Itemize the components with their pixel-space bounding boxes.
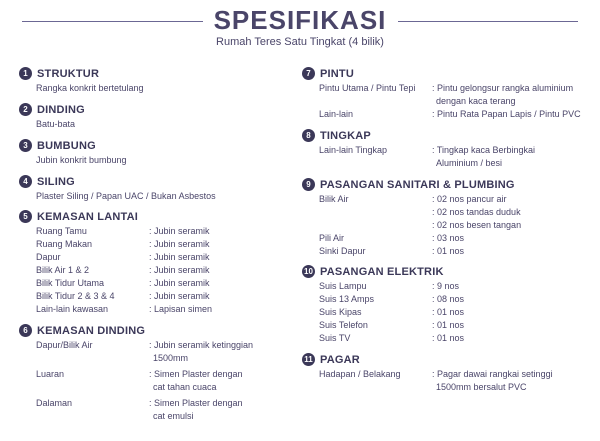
spec-row: [319, 319, 592, 332]
spec-value: : Jubin seramik: [149, 291, 210, 301]
section-bumbung: [19, 138, 289, 167]
section-title: DINDING: [37, 103, 85, 116]
spec-row: [319, 219, 592, 232]
section-description: Jubin konkrit bumbung: [36, 155, 127, 165]
spec-label: Ruang Makan: [36, 239, 93, 249]
section-title: KEMASAN DINDING: [37, 324, 146, 337]
spec-label: Suis Kipas: [319, 307, 362, 317]
section-dinding: [19, 102, 289, 131]
section-number-badge: 10: [302, 265, 315, 278]
spec-row: [319, 144, 592, 170]
spec-value: : Jubin seramik: [149, 265, 210, 275]
spec-label: Hadapan / Belakang: [319, 369, 401, 379]
spec-value: : 01 nos: [432, 307, 465, 317]
spec-label: Suis Telefon: [319, 320, 368, 330]
spec-label: Dapur: [36, 252, 61, 262]
spec-value: : Simen Plaster dengan: [149, 398, 243, 408]
spec-value: : Tingkap kaca Berbingkai: [432, 145, 536, 155]
spec-label: Pintu Utama / Pintu Tepi: [319, 83, 416, 93]
spec-value: : Simen Plaster dengan: [149, 369, 243, 379]
header: [0, 0, 600, 52]
spec-row: [319, 332, 592, 345]
spec-row: [319, 82, 592, 108]
spec-value: : 01 nos: [432, 320, 465, 330]
spec-value: : Jubin seramik: [149, 278, 210, 288]
spec-value: : Jubin seramik ketinggian: [149, 340, 254, 350]
spec-value: : 03 nos: [432, 233, 465, 243]
section-sanitari-plumbing: [302, 177, 592, 258]
spec-label: Suis TV: [319, 333, 351, 343]
spec-row: [36, 397, 289, 423]
section-title: KEMASAN LANTAI: [37, 210, 138, 223]
section-elektrik: [302, 264, 592, 345]
spec-value: : 01 nos: [432, 333, 465, 343]
section-number-badge: 4: [19, 175, 32, 188]
spec-label: Pili Air: [319, 233, 345, 243]
section-number-badge: 11: [302, 353, 315, 366]
spec-row: [319, 245, 592, 258]
spec-row: [36, 290, 289, 303]
spec-row: [319, 293, 592, 306]
spec-label: Bilik Tidur 2 & 3 & 4: [36, 291, 115, 301]
section-title: BUMBUNG: [37, 139, 96, 152]
section-title: PINTU: [320, 67, 354, 80]
spec-value: : Pintu Rata Papan Lapis / Pintu PVC: [432, 109, 581, 119]
spec-label: Suis Lampu: [319, 281, 367, 291]
spec-value: : Pagar dawai rangkai setinggi: [432, 369, 553, 379]
spec-value: : 02 nos tandas duduk: [432, 207, 521, 217]
section-number-badge: 8: [302, 129, 315, 142]
spec-label: Dalaman: [36, 398, 73, 408]
spec-row: [319, 280, 592, 293]
spec-label: Bilik Tidur Utama: [36, 278, 105, 288]
section-number-badge: 2: [19, 103, 32, 116]
section-description: Rangka konkrit bertetulang: [36, 83, 144, 93]
spec-label: Bilik Air 1 & 2: [36, 265, 90, 275]
section-title: STRUKTUR: [37, 67, 100, 80]
section-struktur: [19, 66, 289, 95]
spec-label: [319, 206, 432, 219]
spec-value: : 02 nos besen tangan: [432, 220, 522, 230]
spec-label: [319, 219, 432, 232]
spec-row: [36, 264, 289, 277]
section-title: TINGKAP: [320, 129, 371, 142]
spec-label: Lain-lain Tingkap: [319, 145, 388, 155]
section-siling: [19, 174, 289, 203]
spec-row: [319, 193, 592, 206]
spec-value: : 08 nos: [432, 294, 465, 304]
section-pintu: [302, 66, 592, 121]
section-tingkap: [302, 128, 592, 170]
spec-label: Suis 13 Amps: [319, 294, 375, 304]
page-title: SPESIFIKASI: [213, 5, 387, 35]
section-number-badge: 1: [19, 67, 32, 80]
section-number-badge: 9: [302, 178, 315, 191]
left-column: [19, 66, 289, 423]
spec-value: : Jubin seramik: [149, 239, 210, 249]
spec-label: Sinki Dapur: [319, 246, 366, 256]
spec-row: [36, 225, 289, 238]
spec-value: : 01 nos: [432, 246, 465, 256]
spec-row: [36, 368, 289, 394]
spec-value-cont: Aluminium / besi: [436, 158, 503, 168]
section-kemasan-dinding: [19, 323, 289, 423]
spec-row: [36, 251, 289, 264]
spec-value-cont: 1500mm: [153, 353, 189, 363]
spec-value-cont: cat tahan cuaca: [153, 382, 217, 392]
section-description: Plaster Siling / Papan UAC / Bukan Asbestos: [36, 191, 216, 201]
spec-value: : 9 nos: [432, 281, 460, 291]
spec-row: [319, 232, 592, 245]
spec-label: Dapur/Bilik Air: [36, 340, 93, 350]
right-column: [302, 66, 592, 394]
section-number-badge: 7: [302, 67, 315, 80]
section-pagar: [302, 352, 592, 394]
section-number-badge: 5: [19, 210, 32, 223]
section-title: PASANGAN ELEKTRIK: [320, 265, 444, 278]
page-subtitle: Rumah Teres Satu Tingkat (4 bilik): [216, 36, 384, 48]
spec-row: [319, 108, 592, 121]
spec-value-cont: 1500mm bersalut PVC: [436, 382, 527, 392]
spec-label: Bilik Air: [319, 194, 349, 204]
spec-value: : Jubin seramik: [149, 252, 210, 262]
spec-row: [36, 238, 289, 251]
spec-value: : Lapisan simen: [149, 304, 213, 314]
section-kemasan-lantai: [19, 209, 289, 316]
section-title: PAGAR: [320, 353, 360, 366]
section-number-badge: 3: [19, 139, 32, 152]
section-title: PASANGAN SANITARI & PLUMBING: [320, 178, 515, 191]
spec-label: Lain-lain kawasan: [36, 304, 109, 314]
spec-value-cont: dengan kaca terang: [436, 96, 516, 106]
spec-value: : Pintu gelongsur rangka aluminium: [432, 83, 574, 93]
spec-label: Lain-lain: [319, 109, 354, 119]
spec-value-cont: cat emulsi: [153, 411, 194, 421]
spec-value: : 02 nos pancur air: [432, 194, 507, 204]
spec-row: [319, 368, 592, 394]
spec-value: : Jubin seramik: [149, 226, 210, 236]
spec-row: [36, 277, 289, 290]
spec-label: Luaran: [36, 369, 65, 379]
spec-row: [319, 306, 592, 319]
section-number-badge: 6: [19, 324, 32, 337]
section-description: Batu-bata: [36, 119, 76, 129]
spec-label: Ruang Tamu: [36, 226, 87, 236]
section-title: SILING: [37, 175, 75, 188]
spec-row: [36, 303, 289, 316]
spec-row: [319, 206, 592, 219]
spec-row: [36, 339, 289, 365]
